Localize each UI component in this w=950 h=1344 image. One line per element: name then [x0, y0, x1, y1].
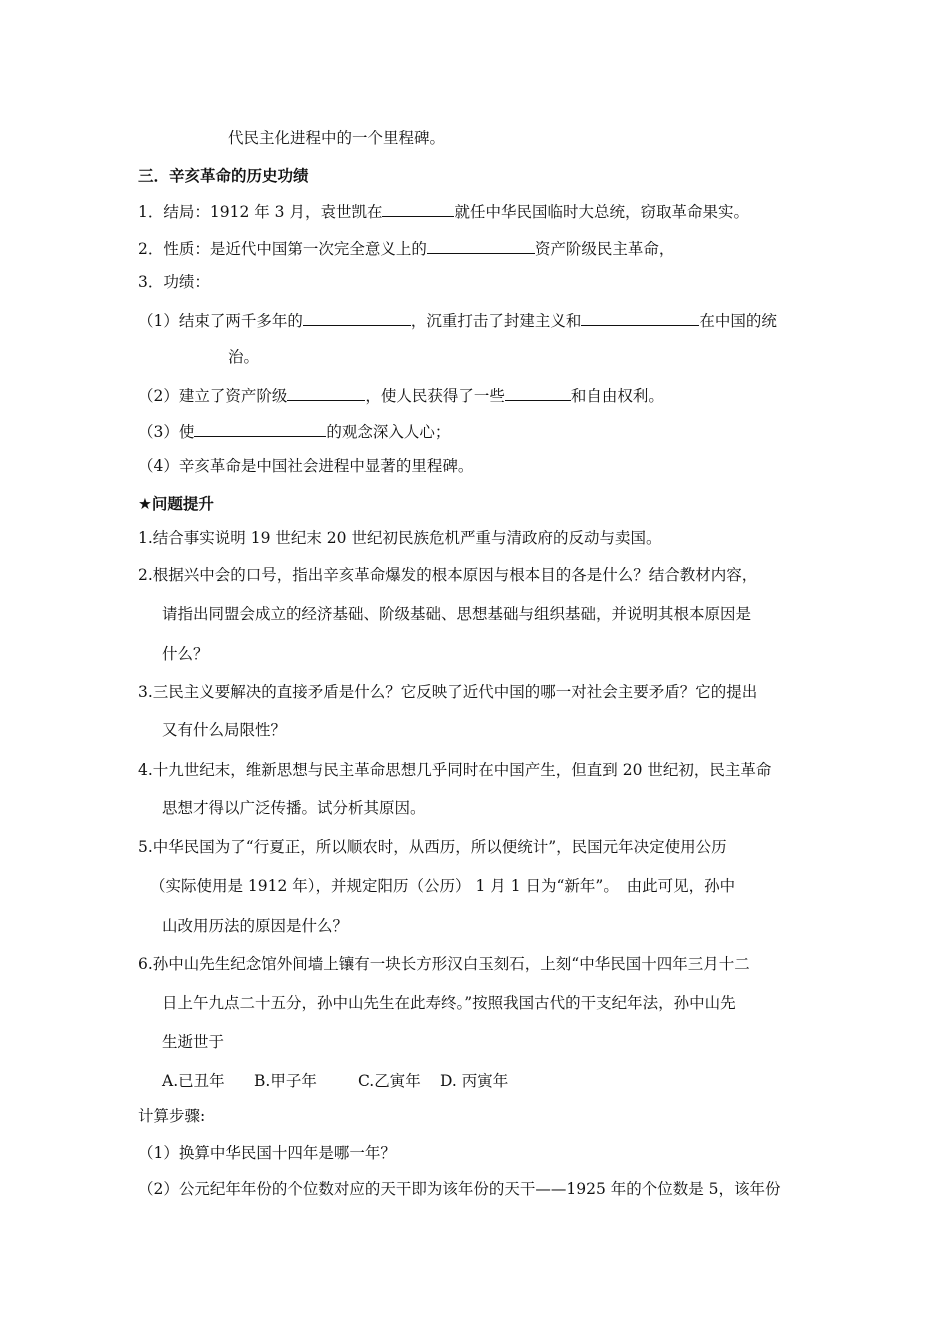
questions-heading: ★问题提升 [138, 495, 214, 513]
merit-sub3 [138, 420, 450, 442]
merit-sub2 [138, 384, 664, 406]
fill-blank[interactable] [382, 200, 454, 217]
question-3-line2: 又有什么局限性？ [162, 721, 287, 739]
fill-blank[interactable] [581, 309, 699, 326]
question-5-line3: 山改用历法的原因是什么？ [162, 917, 349, 935]
nature-text-end: 资产阶级民主革命， [534, 240, 675, 258]
option-a[interactable]: A.已丑年 [162, 1072, 225, 1090]
merit-sub1-text-end: 在中国的统 [699, 312, 777, 330]
merit-sub1 [138, 309, 777, 331]
result-text-end: 就任中华民国临时大总统，窃取革命果实。 [454, 203, 749, 221]
result-text: 1．结局：1912 年 3 月，袁世凯在 [138, 203, 383, 221]
option-b[interactable]: B.甲子年 [254, 1072, 317, 1090]
merit-sub1-text-mid: ，沉重打击了封建主义和 [410, 312, 582, 330]
steps-heading: 计算步骤: [138, 1107, 206, 1125]
option-c[interactable]: C.乙寅年 [358, 1072, 421, 1090]
question-6-line2: 日上午九点二十五分，孙中山先生在此寿终。”按照我国古代的干支纪年法，孙中山先 [162, 994, 736, 1012]
question-5-line2: （实际使用是 1912 年），并规定阳历（公历） 1 月 1 日为“新年”。 由此可见，孙中 [150, 877, 736, 895]
merit-sub4: （4）辛亥革命是中国社会进程中显著的里程碑。 [138, 457, 474, 475]
merit-sub2-text-end: 和自由权利。 [570, 387, 664, 405]
question-2-line1: 2.根据兴中会的口号，指出辛亥革命爆发的根本原因与根本目的各是什么？结合教材内容， [138, 566, 758, 584]
continuation-line: 代民主化进程中的一个里程碑。 [228, 129, 446, 147]
question-4-line1: 4.十九世纪末，维新思想与民主革命思想几乎同时在中国产生，但直到 20 世纪初，民主革命 [138, 761, 772, 779]
nature-item [138, 237, 674, 259]
merit-item: 3．功绩： [138, 273, 210, 291]
question-1: 1.结合事实说明 19 世纪末 20 世纪初民族危机严重与清政府的反动与卖国。 [138, 529, 662, 547]
step-1: （1）换算中华民国十四年是哪一年？ [138, 1144, 396, 1162]
merit-sub2-text-mid: ，使人民获得了一些 [365, 387, 505, 405]
question-6-line3: 生逝世于 [162, 1033, 225, 1051]
question-6-options [162, 1071, 508, 1091]
merit-sub3-text-end: 的观念深入人心； [326, 423, 451, 441]
question-4-line2: 思想才得以广泛传播。试分析其原因。 [162, 799, 426, 817]
fill-blank[interactable] [505, 384, 571, 401]
nature-text: 2．性质：是近代中国第一次完全意义上的 [138, 240, 427, 258]
section-heading: 三．辛亥革命的历史功绩 [138, 167, 309, 185]
option-d[interactable]: D. 丙寅年 [440, 1072, 509, 1090]
fill-blank[interactable] [194, 420, 326, 437]
fill-blank[interactable] [303, 309, 411, 326]
question-2-line2: 请指出同盟会成立的经济基础、阶级基础、思想基础与组织基础，并说明其根本原因是 [162, 605, 752, 623]
question-3-line1: 3.三民主义要解决的直接矛盾是什么？它反映了近代中国的哪一对社会主要矛盾？它的提出 [138, 683, 758, 701]
merit-sub1-text: （1）结束了两千多年的 [138, 312, 303, 330]
question-5-line1: 5.中华民国为了“行夏正，所以顺农时，从西历，所以便统计”，民国元年决定使用公历 [138, 838, 727, 856]
fill-blank[interactable] [287, 384, 365, 401]
fill-blank[interactable] [427, 237, 535, 254]
question-6-line1: 6.孙中山先生纪念馆外间墙上镶有一块长方形汉白玉刻石，上刻“中华民国十四年三月十二 [138, 955, 750, 973]
result-item [138, 200, 749, 222]
question-2-line3: 什么？ [162, 645, 209, 663]
merit-sub2-text: （2）建立了资产阶级 [138, 387, 288, 405]
step-2: （2）公元纪年年份的个位数对应的天干即为该年份的天干——1925 年的个位数是 5，该年份 [138, 1180, 781, 1198]
merit-sub1-cont: 治。 [228, 348, 260, 366]
merit-sub3-text: （3）使 [138, 423, 195, 441]
